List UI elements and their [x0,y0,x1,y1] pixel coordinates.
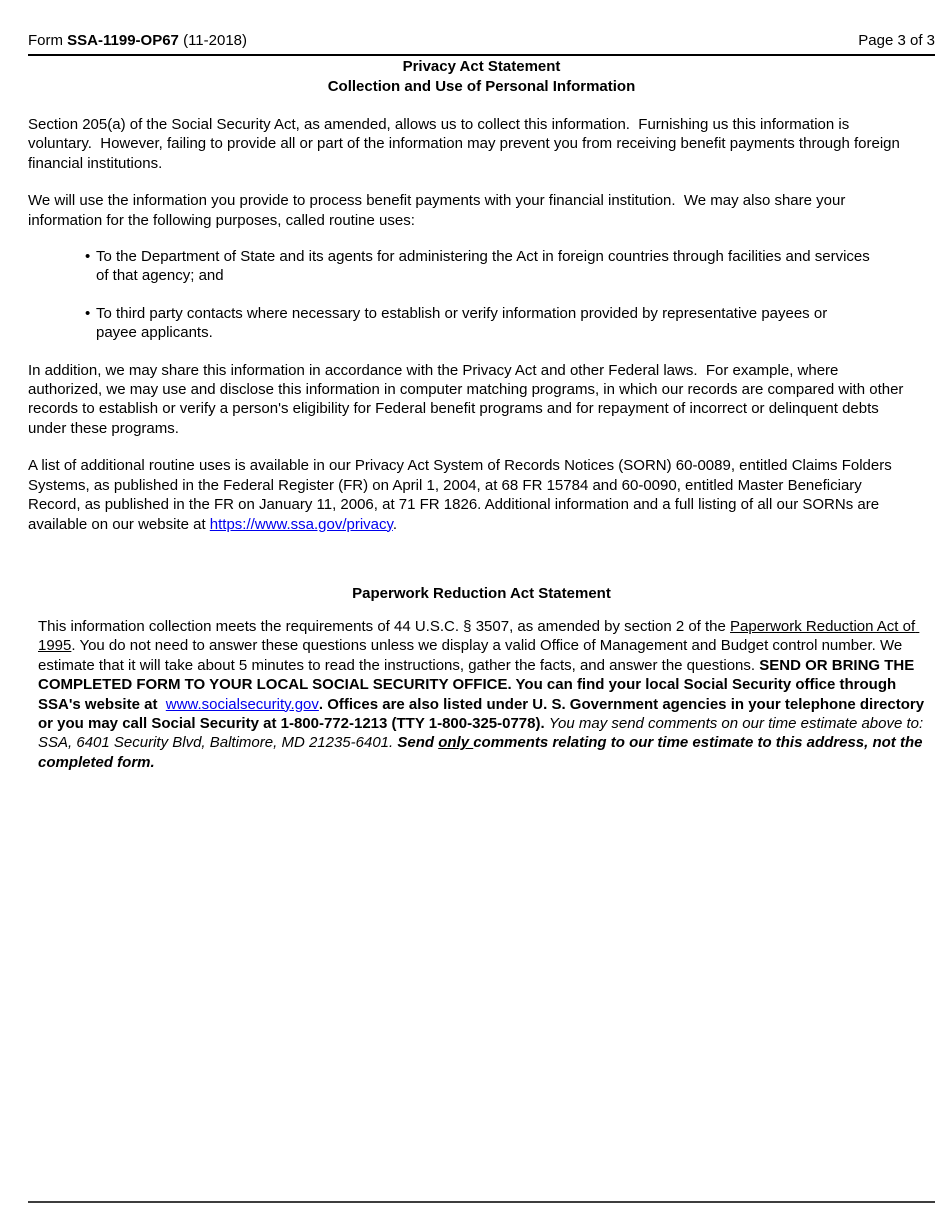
paperwork-act-reference: Paperwork Reduction Act of 1995 [38,617,920,655]
privacy-paragraph-2: We will use the information you provide to process benefit payments with your financial institution. We may also share your information for the following purposes, called routine uses: [28,192,850,229]
privacy-paragraph-3: In addition, we may share this information in accordance with the Privacy Act and other Federal laws. For example, where authorized, we may use and disclose this information in computer matching programs, in which our records are compared with other records to establish or verify a person's eligibility for Federal benefit programs and for repayment of incorrect or delinquent debts under these programs. [28,361,908,437]
footer-divider [28,1201,935,1203]
list-item [85,247,874,286]
send-form-instruction: SEND OR BRING THE COMPLETED FORM TO YOUR LOCAL SOCIAL SECURITY OFFICE. You can find your local Social Security office through SSA's website at [38,656,919,713]
ssa-privacy-link[interactable]: https://www.ssa.gov/privacy [209,515,393,533]
send-only-comments-text: Send [397,734,439,752]
socialsecurity-website-link[interactable]: www.socialsecurity.gov [165,695,319,713]
privacy-act-subtitle: Collection and Use of Personal Information [327,78,636,95]
routine-uses-list [28,247,874,343]
privacy-paragraph-1: Section 205(a) of the Social Security Act, as amended, allows us to collect this information. Furnishing us this information is voluntary. However, failing to provide all or part of the information may prevent you from receiving benefit payments through foreign financial institutions. [28,116,905,172]
form-number-value: SSA-1199-OP67 [67,32,179,49]
comments-address-text: You may send comments on our time estimate above to: SSA, 6401 Security Blvd, Baltimore, MD 21235-6401. [38,714,928,752]
form-header [28,31,935,50]
form-number [28,31,247,50]
bullet-icon: • [85,304,91,322]
privacy-act-section [28,115,935,534]
bullet-icon: • [85,248,91,266]
form-revision: (11-2018) [178,32,247,49]
list-item [85,304,870,343]
offices-listed-text: . Offices are also listed under U. S. Government agencies in your telephone directory or you may call Social Security at 1-800-772-1213 (TTY 1-800-325-0778). [38,695,929,732]
sorn-text-end: . [392,515,398,533]
page-indicator: Page 3 of 3 [858,32,935,49]
paperwork-text: . You do not need to answer these questions unless we display a valid Office of Management and Budget control number. We estimate that it will take about 5 minutes to read the instructions, gather the facts, and answer the questions. [38,637,907,674]
header-divider [28,54,935,56]
privacy-act-title: Privacy Act Statement [402,58,561,75]
routine-use-text: To third party contacts where necessary to establish or verify information provided by representative payees or payee applicants. [96,304,832,342]
only-emphasis: only [438,734,474,752]
form-prefix: Form [28,32,68,49]
paperwork-reduction-paragraph [38,617,935,772]
document-title [28,57,935,97]
comments-closing-text: comments relating to our time estimate to this address, not the completed form. [38,734,927,771]
paperwork-reduction-title: Paperwork Reduction Act Statement [352,584,611,602]
routine-use-text: To the Department of State and its agents for administering the Act in foreign countries through facilities and services of that agency; and [96,248,874,285]
sorn-text: A list of additional routine uses is available in our Privacy Act System of Records Notices (SORN) 60-0089, entitled Claims Folders Systems, as published in the Federal Register (FR) on April 1, 2004, at 68 FR 15784 and 60-0090, entitled Master Beneficiary Record, as published in the FR on January 11, 2006, at 71 FR 1826. Additional information and a full listing of all our SORNs are available on our website at [28,457,896,533]
paperwork-text: This information collection meets the requirements of 44 U.S.C. § 3507, as amended by section 2 of the [38,617,731,635]
privacy-paragraph-4 [28,456,910,534]
